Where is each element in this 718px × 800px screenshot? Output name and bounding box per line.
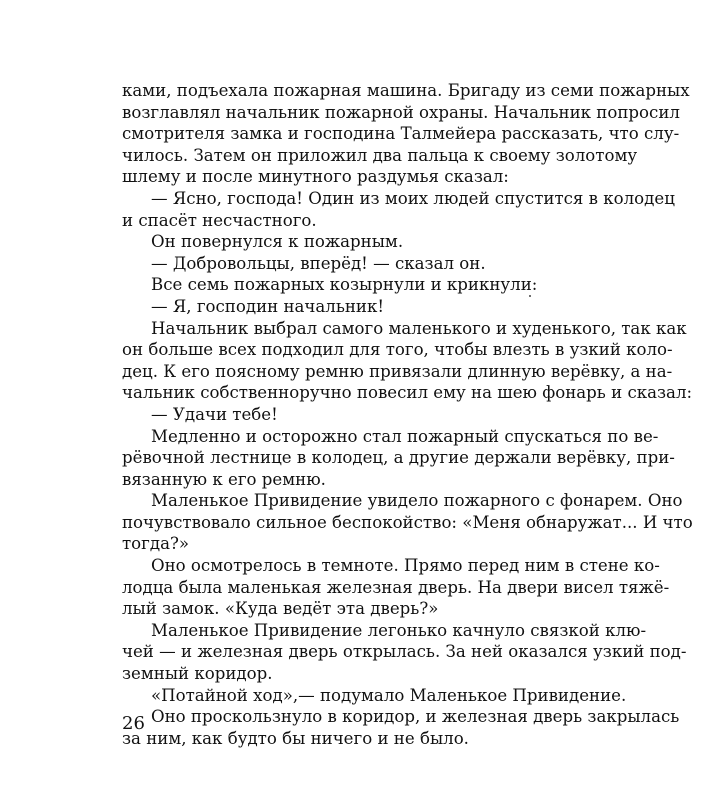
text-line: рёвочной лестнице в колодец, а другие держали верёвку, при- bbox=[122, 448, 675, 468]
text-line: — Удачи тебе! bbox=[151, 404, 278, 424]
text-line: смотрителя замка и господина Талмейера рассказать, что слу- bbox=[122, 124, 680, 144]
text-line: тогда?» bbox=[122, 534, 190, 554]
text-line: чальник собственноручно повесил ему на шею фонарь и сказал: bbox=[122, 383, 693, 403]
print-speck bbox=[529, 295, 531, 297]
text-line: почувствовало сильное беспокойство: «Меня обнаружат... И что bbox=[122, 512, 693, 532]
text-line: он больше всех подходил для того, чтобы влезть в узкий коло- bbox=[122, 340, 673, 360]
page-number: 26 bbox=[122, 713, 145, 734]
text-line: возглавлял начальник пожарной охраны. Начальник попросил bbox=[122, 102, 680, 122]
text-line: ками, подъехала пожарная машина. Бригаду из семи пожарных bbox=[122, 81, 690, 100]
text-line: Маленькое Привидение увидело пожарного с фонарем. Оно bbox=[151, 491, 683, 511]
text-line: — Я, господин начальник! bbox=[151, 296, 385, 316]
text-line: и спасёт несчастного. bbox=[122, 210, 317, 230]
text-line: Оно осмотрелось в темноте. Прямо перед ним в стене ко- bbox=[151, 556, 660, 576]
body-text bbox=[122, 80, 693, 749]
text-line: Он повернулся к пожарным. bbox=[151, 232, 404, 252]
text-line: шлему и после минутного раздумья сказал: bbox=[122, 167, 509, 187]
text-line: чилось. Затем он приложил два пальца к своему золотому bbox=[122, 145, 638, 165]
text-line: — Добровольцы, вперёд! — сказал он. bbox=[151, 253, 486, 273]
text-line: земный коридор. bbox=[122, 664, 273, 684]
text-line: Медленно и осторожно стал пожарный спускаться по ве- bbox=[151, 426, 659, 446]
text-line: Начальник выбрал самого маленького и худенького, так как bbox=[151, 318, 687, 338]
text-line: лодца была маленькая железная дверь. На двери висел тяжё- bbox=[122, 577, 670, 597]
text-line: дец. К его поясному ремню привязали длинную верёвку, а на- bbox=[122, 361, 673, 381]
text-line: Маленькое Привидение легонько качнуло связкой клю- bbox=[151, 620, 647, 640]
text-line: вязанную к его ремню. bbox=[122, 469, 326, 489]
text-line: Оно проскользнуло в коридор, и железная дверь закрылась bbox=[151, 707, 680, 727]
text-line: за ним, как будто бы ничего и не было. bbox=[122, 728, 469, 748]
text-line: чей — и железная дверь открылась. За ней оказался узкий под- bbox=[122, 642, 687, 662]
text-line: Все семь пожарных козырнули и крикнули: bbox=[151, 275, 538, 295]
text-line: — Ясно, господа! Один из моих людей спустится в колодец bbox=[151, 188, 675, 208]
text-line: лый замок. «Куда ведёт эта дверь?» bbox=[122, 599, 439, 619]
text-line: «Потайной ход»,— подумало Маленькое Привидение. bbox=[151, 685, 627, 705]
